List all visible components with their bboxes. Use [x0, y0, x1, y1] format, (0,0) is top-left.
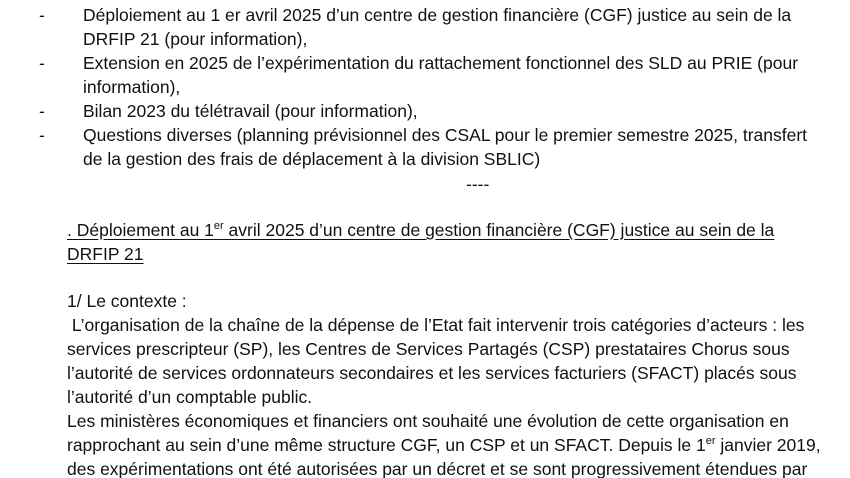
context-heading: 1/ Le contexte : [67, 291, 187, 311]
context-section [67, 289, 847, 478]
list-item [39, 51, 839, 99]
list-item-text-continued: DRFIP 21 (pour information), [83, 29, 308, 49]
agenda-list [39, 3, 839, 171]
list-dash: - [39, 5, 45, 25]
paragraph-line: services prescripteur (SP), les Centres de Services Partagés (CSP) prestataires Chorus sous [67, 339, 790, 359]
paragraph-line: l’autorité d’un comptable public. [67, 387, 313, 407]
section-heading-line1: . Déploiement au 1er avril 2025 d’un centre de gestion financière (CGF) justice au sein de la [67, 220, 775, 240]
paragraph-line: l’autorité de services ordonnateurs secondaires et les services facturiers (SFACT) placés sous [67, 363, 797, 383]
list-item [39, 3, 839, 51]
list-item [39, 99, 839, 123]
list-item [39, 123, 839, 171]
paragraph-line: rapprochant au sein d’une même structure CGF, un CSP et un SFACT. Depuis le 1er janvier 2019, [67, 435, 821, 455]
list-dash: - [39, 125, 45, 145]
list-item-text: Bilan 2023 du télétravail (pour information), [83, 101, 418, 121]
paragraph-line: Les ministères économiques et financiers ont souhaité une évolution de cette organisation en [67, 411, 789, 431]
list-item-text: Extension en 2025 de l’expérimentation du rattachement fonctionnel des SLD au PRIE (pour [83, 53, 799, 73]
separator: ---- [466, 174, 490, 194]
list-item-text: Questions diverses (planning prévisionnel des CSAL pour le premier semestre 2025, transfert [83, 125, 808, 145]
list-dash: - [39, 53, 45, 73]
section-heading [67, 218, 827, 266]
list-item-text-continued: de la gestion des frais de déplacement à la division SBLIC) [83, 149, 541, 169]
list-item-text: Déploiement au 1 er avril 2025 d’un centre de gestion financière (CGF) justice au sein de la [83, 5, 792, 25]
list-item-text-continued: information), [83, 77, 181, 97]
section-heading-line2: DRFIP 21 [67, 244, 144, 264]
list-dash: - [39, 101, 45, 121]
paragraph-line: des expérimentations ont été autorisées par un décret et se sont progressivement étendues par [67, 459, 808, 478]
paragraph-line: L’organisation de la chaîne de la dépense de l’Etat fait intervenir trois catégories d’acteurs : les [67, 315, 805, 335]
